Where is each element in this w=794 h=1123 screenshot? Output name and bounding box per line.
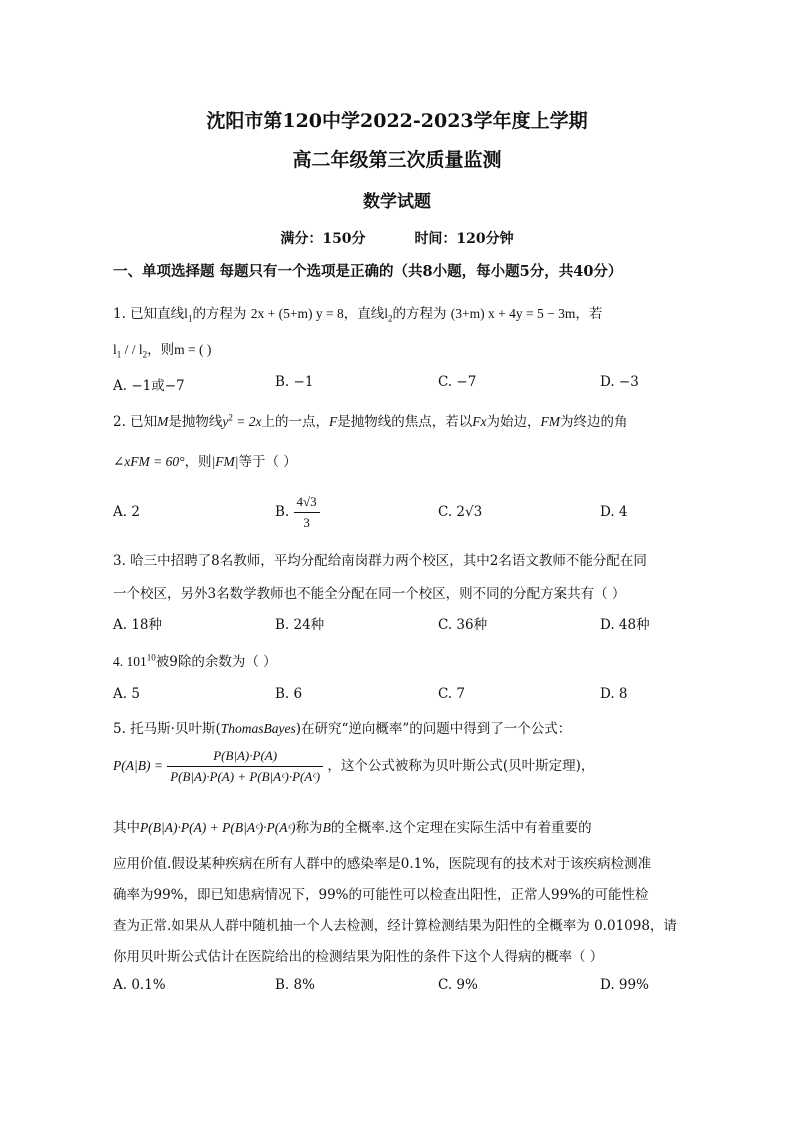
q5-option-a[interactable]: A. 0.1% bbox=[113, 977, 166, 993]
q1-stem-line2: $l_1$ / / $l_2$，则m = ( ) bbox=[113, 342, 212, 360]
q5-stem-line5: 确率为99%，即已知患病情况下，99%的可能性可以检查出阳性，正常人99%的可能性检 bbox=[113, 887, 649, 903]
q2-option-b-fraction: $\frac{4√3}{3}$ bbox=[294, 492, 320, 533]
q5-stem-line3: 其中P(B|A)·P(A) + P(B|Aᶜ)·P(Aᶜ)称为B的全概率.这个定理在实际生活中有着重要的 bbox=[113, 820, 592, 836]
section-heading: 一、单项选择题 每题只有一个选项是正确的（共8小题，每小题5分，共40分） bbox=[113, 263, 623, 280]
q4-option-b[interactable]: B. 6 bbox=[275, 686, 303, 702]
q5-formula-fraction: $\frac{P(B|A)\cdot P(A)}{\text{P(B|A)·P(A) + P(B|Aᶜ)·P(Aᶜ)}}$ bbox=[167, 746, 323, 787]
exam-title: 沈阳市第120中学2022-2023学年度上学期 bbox=[206, 110, 588, 132]
exam-subtitle: 高二年级第三次质量监测 bbox=[292, 149, 502, 171]
q1-option-b[interactable]: B. −1 bbox=[275, 374, 314, 390]
q2-option-d[interactable]: D. 4 bbox=[600, 504, 628, 520]
q2-option-b[interactable]: B. $\frac{4√3}{3}$ bbox=[275, 492, 320, 533]
q4-option-a[interactable]: A. 5 bbox=[113, 686, 140, 702]
q2-stem-line1: 2. 已知M是抛物线$y^2 = 2x$上的一点，F是抛物线的焦点，若以Fx为始边，FM为终边的角 bbox=[113, 412, 628, 430]
q3-option-c[interactable]: C. 36种 bbox=[438, 617, 488, 633]
q4-options bbox=[113, 686, 713, 706]
subject-title: 数学试题 bbox=[363, 192, 431, 212]
q3-option-b[interactable]: B. 24种 bbox=[275, 617, 325, 633]
q1-stem-line1: 1. 已知直线$l_1$的方程为 2x + (5+m) y = 8，直线$l_2$的方程为 (3+m) x + 4y = 5 − 3m，若 bbox=[113, 306, 603, 324]
full-score: 满分：150分 bbox=[280, 231, 366, 247]
q2-option-c[interactable]: C. 2√3 bbox=[438, 504, 483, 520]
q3-stem-line2: 一个校区，另外3名数学教师也不能全分配在同一个校区，则不同的分配方案共有（ ） bbox=[113, 586, 626, 602]
q1-equation-1: 2x + (5+m) y = 8 bbox=[250, 306, 344, 321]
q1-options bbox=[113, 374, 713, 394]
q2-stem-line2: ∠xFM = 60°，则|FM|等于（ ） bbox=[113, 454, 297, 470]
q5-option-d[interactable]: D. 99% bbox=[600, 977, 649, 993]
q3-option-d[interactable]: D. 48种 bbox=[600, 617, 650, 633]
q1-option-a[interactable]: A. −1或−7 bbox=[113, 378, 185, 394]
q2-abs-fm: |FM| bbox=[211, 454, 239, 469]
q1-option-c[interactable]: C. −7 bbox=[438, 374, 477, 390]
q4-option-c[interactable]: C. 7 bbox=[438, 686, 466, 702]
q2-option-a[interactable]: A. 2 bbox=[113, 504, 140, 520]
q3-stem-line1: 3. 哈三中招聘了8名教师，平均分配给南岗群力两个校区，其中2名语文教师不能分配在同 bbox=[113, 553, 647, 569]
q3-option-a[interactable]: A. 18种 bbox=[113, 617, 163, 633]
q5-option-c[interactable]: C. 9% bbox=[438, 977, 478, 993]
exam-time: 时间：120分钟 bbox=[414, 231, 514, 247]
q4-option-d[interactable]: D. 8 bbox=[600, 686, 628, 702]
exam-meta bbox=[0, 228, 794, 248]
q5-stem-line7: 你用贝叶斯公式估计在医院给出的检测结果为阳性的条件下这个人得病的概率（ ） bbox=[113, 949, 604, 965]
q5-stem-line1: 5. 托马斯·贝叶斯(ThomasBayes)在研究“逆向概率”的问题中得到了一个公式： bbox=[113, 721, 572, 737]
q5-stem-line4: 应用价值.假设某种疾病在所有人群中的感染率是0.1%，医院现有的技术对于该疾病检测准 bbox=[113, 856, 652, 872]
q4-stem: 4. $101^{10}$被9除的余数为（ ） bbox=[113, 652, 277, 670]
q5-stem-line6: 查为正常.如果从人群中随机抽一个人去检测，经计算检测结果为阳性的全概率为 0.01098，请 bbox=[113, 918, 677, 934]
q1-option-d[interactable]: D. −3 bbox=[600, 374, 639, 390]
q2-angle: ∠xFM = 60° bbox=[113, 454, 185, 469]
q2-options bbox=[113, 494, 713, 534]
q3-options bbox=[113, 613, 713, 633]
q5-option-b[interactable]: B. 8% bbox=[275, 977, 315, 993]
q5-options bbox=[113, 977, 713, 997]
q1-equation-2: (3+m) x + 4y = 5 − 3m bbox=[450, 306, 576, 321]
q5-bayes-formula: P(A|B) = $\frac{P(B|A)\cdot P(A)}{\text{P(B|A)·P(A) + P(B|Aᶜ)·P(Aᶜ)}}$ ，这个公式被称为贝叶斯公式(贝叶斯定理)， bbox=[113, 746, 594, 787]
